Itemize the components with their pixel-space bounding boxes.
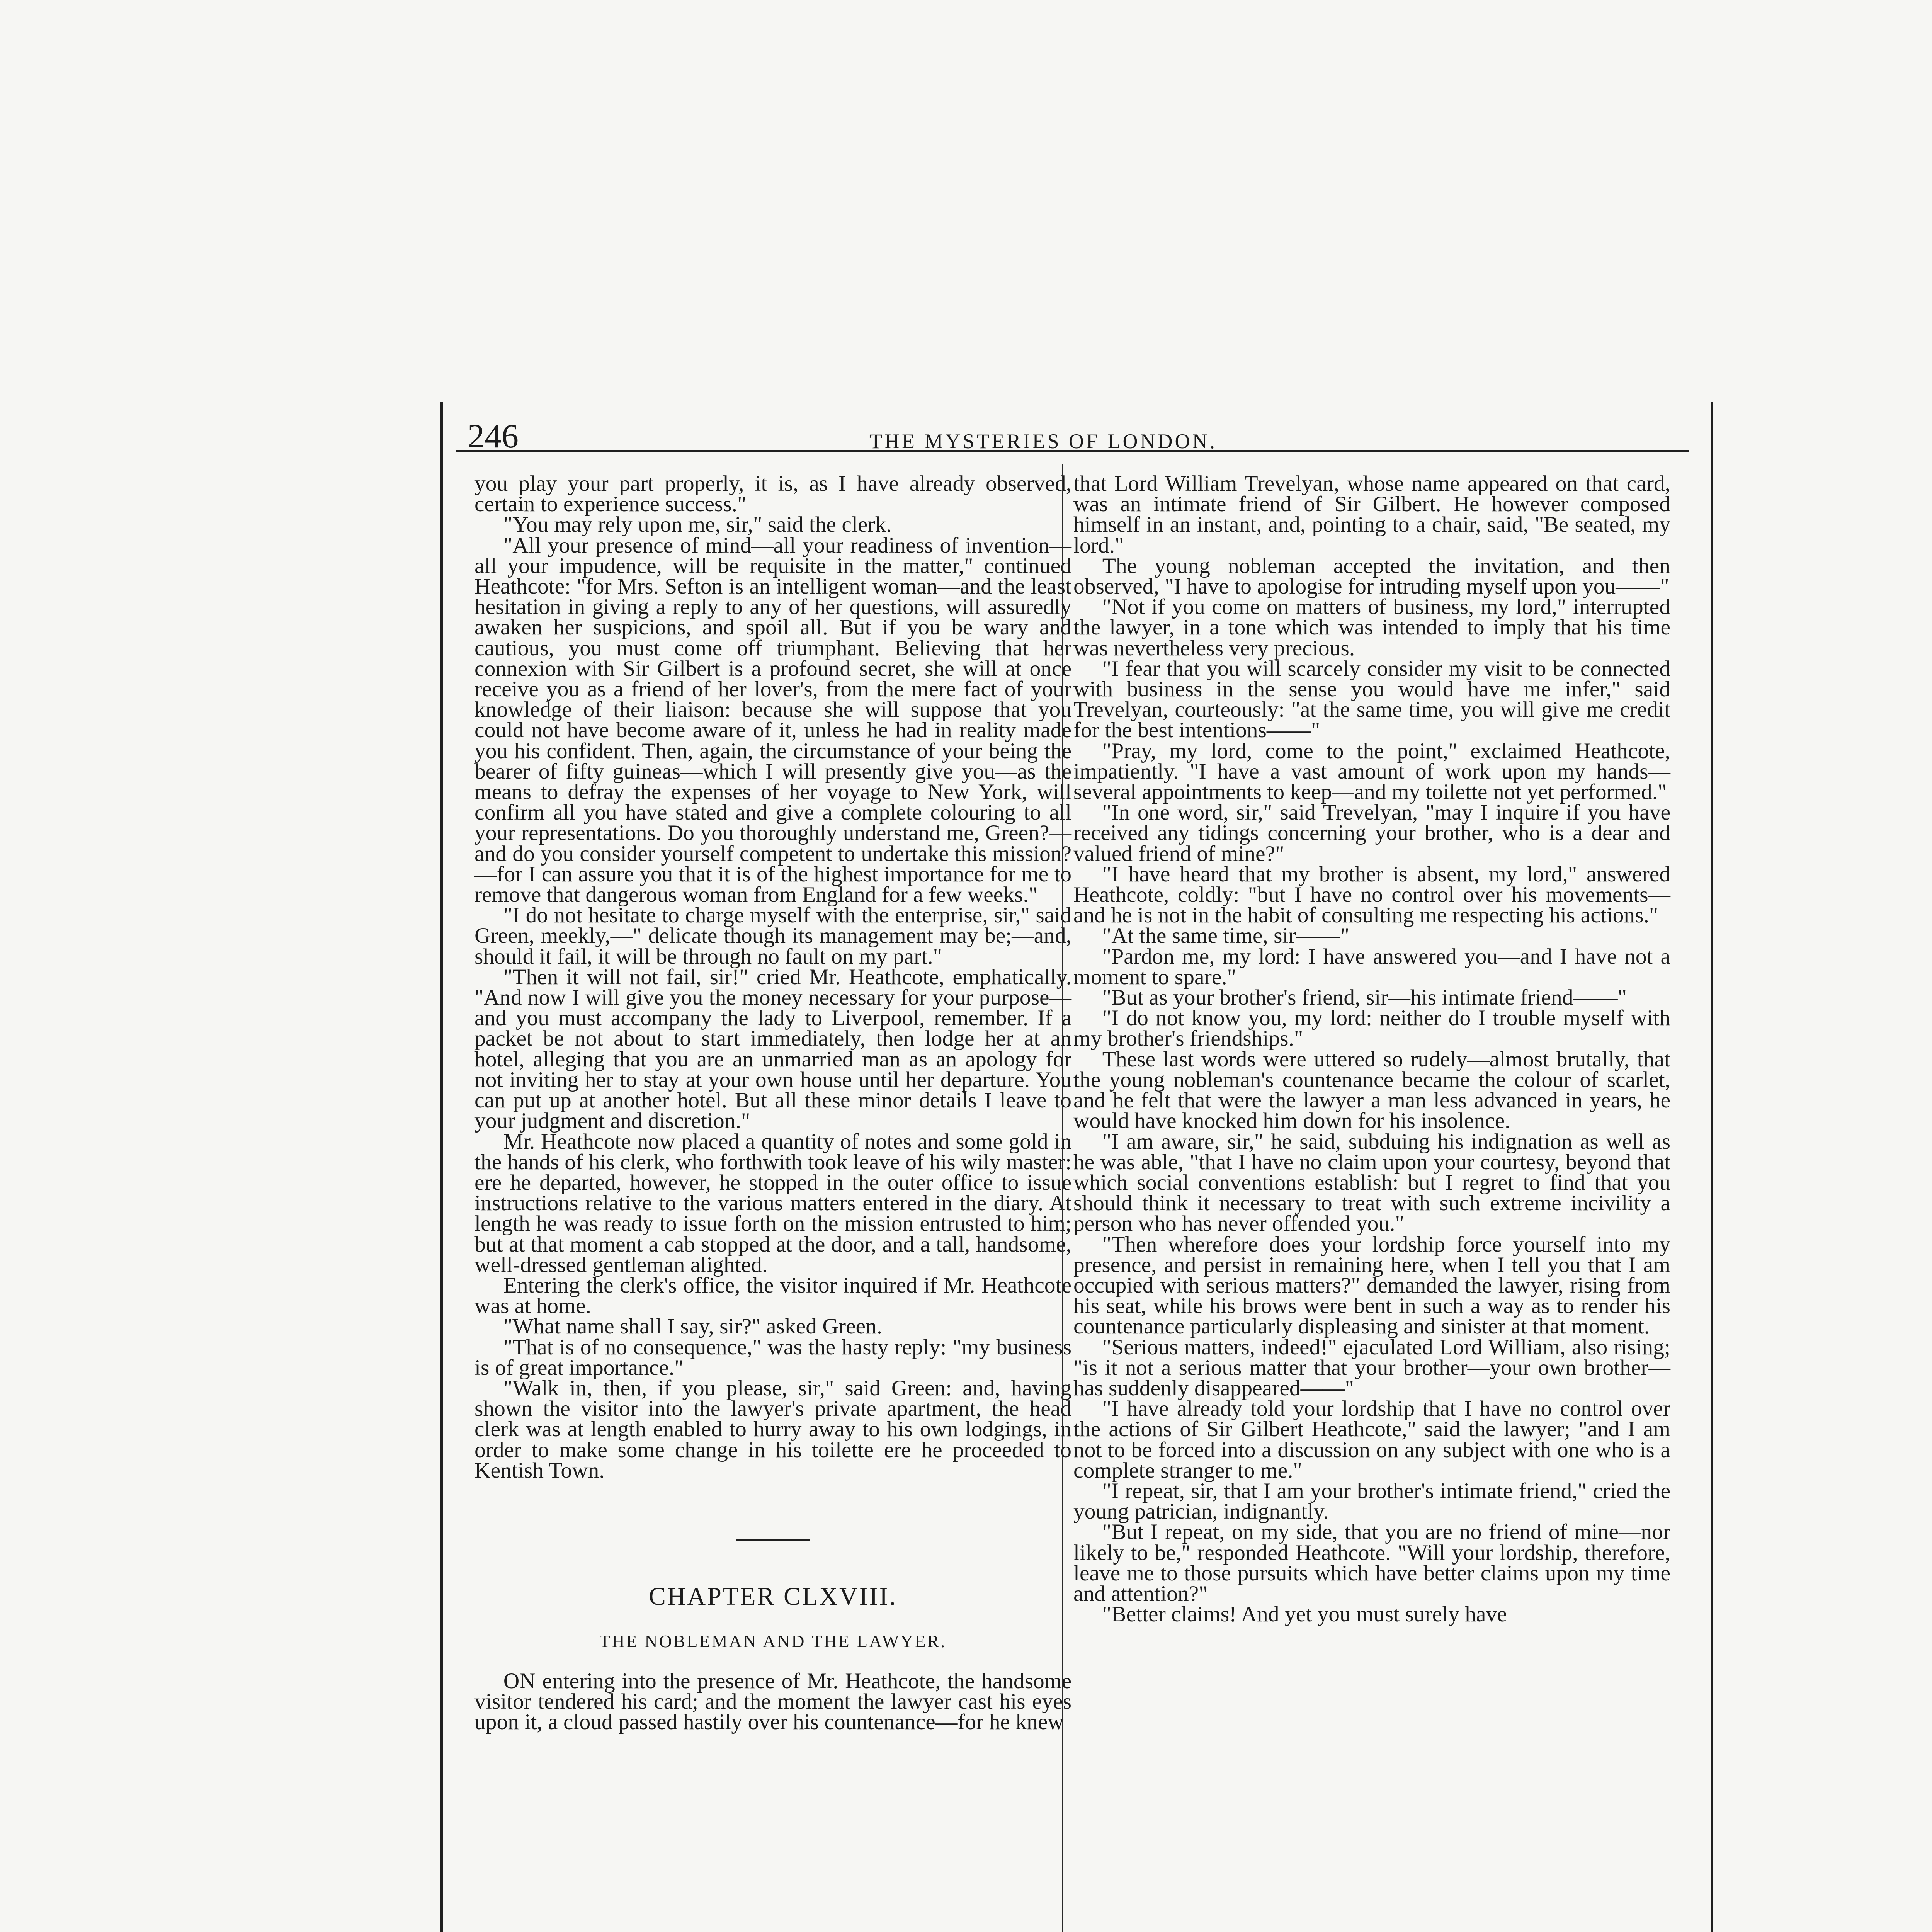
paragraph: These last words were uttered so rudely—almost brutally, that the young nobleman's countenance became the colour of scarlet, and he felt that were the lawyer a man less advanced in years, he would have knocked him down for his insolence. — [1073, 1047, 1670, 1133]
paragraph: you play your part properly, it is, as I have already observed, certain to experience success." — [474, 471, 1071, 517]
paragraph: "I fear that you will scarcely consider my visit to be connected with business in the sense you would have me infer," said Trevelyan, courteously: "at the same time, you will give me credit for the best intentions——" — [1073, 656, 1670, 743]
paragraph: "Pardon me, my lord: I have answered you—and I have not a moment to spare." — [1073, 944, 1670, 989]
paragraph: "Pray, my lord, come to the point," exclaimed Heathcote, impatiently. "I have a vast amount of work upon my hands—several appointments to keep—and my toilette not yet performed." — [1073, 738, 1670, 804]
paragraph: "I repeat, sir, that I am your brother's intimate friend," cried the young patrician, indignantly. — [1073, 1478, 1670, 1524]
chapter-heading: CHAPTER CLXVIII. — [648, 1582, 898, 1611]
paragraph: "You may rely upon me, sir," said the clerk. — [503, 512, 892, 537]
paragraph: "Then wherefore does your lordship force yourself into my presence, and persist in remaining here, when I tell you that I am occupied with serious matters?" demanded the lawyer, rising from his seat, while his brows were bent in such a way as to render his countenance particularly displeasing and sinister at that moment. — [1073, 1232, 1670, 1339]
paragraph: "I have already told your lordship that I have no control over the actions of Sir Gilbert Heathcote," said the lawyer; "and I am not to be forced into a discussion on any subject with one who is a complete stranger to me." — [1073, 1396, 1670, 1483]
paragraph: The young nobleman accepted the invitation, and then observed, "I have to apologise for intruding myself upon you——" — [1073, 553, 1670, 599]
paragraph: "I do not hesitate to charge myself with the enterprise, sir," said Green, meekly,—" delicate though its management may be;—and, should it fail, it will be through no fault on my part." — [474, 903, 1071, 969]
section-divider — [736, 1539, 810, 1541]
paragraph: "Not if you come on matters of business, my lord," interrupted the lawyer, in a tone which was intended to imply that his time was nevertheless very precious. — [1073, 595, 1670, 660]
page-number: 246 — [468, 418, 519, 455]
running-title: THE MYSTERIES OF LONDON. — [869, 430, 1217, 453]
paragraph: "That is of no consequence," was the hasty reply: "my business is of great importance." — [474, 1335, 1071, 1380]
paragraph: "What name shall I say, sir?" asked Green. — [503, 1314, 883, 1339]
paragraph: "I have heard that my brother is absent, my lord," answered Heathcote, coldly: "but I have no control over his movements—and he is not in the habit of consulting me respecting his actions." — [1073, 862, 1670, 928]
paragraph: Mr. Heathcote now placed a quantity of notes and some gold in the hands of his clerk, who forthwith took leave of his wily master: ere he departed, however, he stopped in the outer office to issue instructions relative to the various matters entered in the diary. At length he was ready to issue forth on the mission entrusted to him; but at that moment a cab stopped at the door, and a tall, handsome, well-dressed gentleman alighted. — [474, 1129, 1071, 1277]
paragraph: "Walk in, then, if you please, sir," said Green: and, having shown the visitor into the lawyer's private apartment, the head clerk was at length enabled to hurry away to his own lodgings, in order to make some change in his toilette ere he proceeded to Kentish Town. — [474, 1376, 1071, 1483]
paragraph: "But as your brother's friend, sir—his intimate friend——" — [1102, 985, 1627, 1010]
header-rule — [456, 450, 1689, 452]
right-column — [1073, 471, 1670, 1627]
paragraph: Entering the clerk's office, the visitor inquired if Mr. Heathcote was at home. — [474, 1273, 1071, 1318]
column-divider — [1062, 464, 1063, 1932]
chapter-subheading: THE NOBLEMAN AND THE LAWYER. — [599, 1631, 947, 1651]
left-column — [474, 473, 1071, 1733]
chapter-opening-paragraph: ON entering into the presence of Mr. Heathcote, the handsome visitor tendered his card; and the moment the lawyer cast his eyes upon it, a cloud passed hastily over his countenance—for he knew — [474, 1668, 1071, 1735]
paragraph: "I do not know you, my lord: neither do I trouble myself with my brother's friendships." — [1073, 1006, 1670, 1051]
paragraph: "But I repeat, on my side, that you are no friend of mine—nor likely to be," responded Heathcote. "Will your lordship, therefore, leave me to those pursuits which have better claims upon my time and attention?" — [1073, 1520, 1670, 1606]
paragraph: "Then it will not fail, sir!" cried Mr. Heathcote, emphatically. "And now I will give you the money necessary for your purpose—and you must accompany the lady to Liverpool, remember. If a packet be not about to start immediately, then lodge her at an hotel, alleging that you are an unmarried man as an apology for not inviting her to stay at your own house until her departure. You can put up at another hotel. But all these minor details I leave to your judgment and discretion." — [474, 964, 1071, 1133]
paragraph: "Serious matters, indeed!" ejaculated Lord William, also rising; "is it not a serious matter that your brother—your own brother—has suddenly disappeared——" — [1073, 1335, 1670, 1400]
paragraph: "I am aware, sir," he said, subduing his indignation as well as he was able, "that I have no claim upon your courtesy, beyond that which social conventions establish: but I regret to find that you should think it necessary to treat with such extreme incivility a person who has never offended you." — [1073, 1129, 1670, 1236]
paragraph: "All your presence of mind—all your readiness of invention—all your impudence, will be requisite in the matter," continued Heathcote: "for Mrs. Sefton is an intelligent woman—and the least hesitation in giving a reply to any of her questions, will assuredly awaken her suspicions, and spoil all. But if you be wary and cautious, you must come off triumphant. Believing that her connexion with Sir Gilbert is a profound secret, she will at once receive you as a friend of her lover's, from the mere fact of your knowledge of their liaison: because she will suppose that you could not have become aware of it, unless he had in reality made you his confident. Then, again, the circumstance of your being the bearer of fifty guineas—which I will presently give you—as the means to defray the expenses of her voyage to New York, will confirm all you have stated and give a complete colouring to all your representations. Do you thoroughly understand me, Green?—and do you consider yourself competent to undertake this mission?—for I can assure you that it is of the highest importance for me to remove that dangerous woman from England for a few weeks." — [474, 533, 1071, 907]
paragraph: "At the same time, sir——" — [1102, 923, 1350, 948]
paragraph: "Better claims! And yet you must surely have — [1102, 1602, 1507, 1627]
paragraph: that Lord William Trevelyan, whose name appeared on that card, was an intimate friend of Sir Gilbert. He however composed himself in an instant, and, pointing to a chair, said, "Be seated, my lord." — [1073, 471, 1670, 558]
paragraph: "In one word, sir," said Trevelyan, "may I inquire if you have received any tidings concerning your brother, who is a dear and valued friend of mine?" — [1073, 800, 1670, 866]
